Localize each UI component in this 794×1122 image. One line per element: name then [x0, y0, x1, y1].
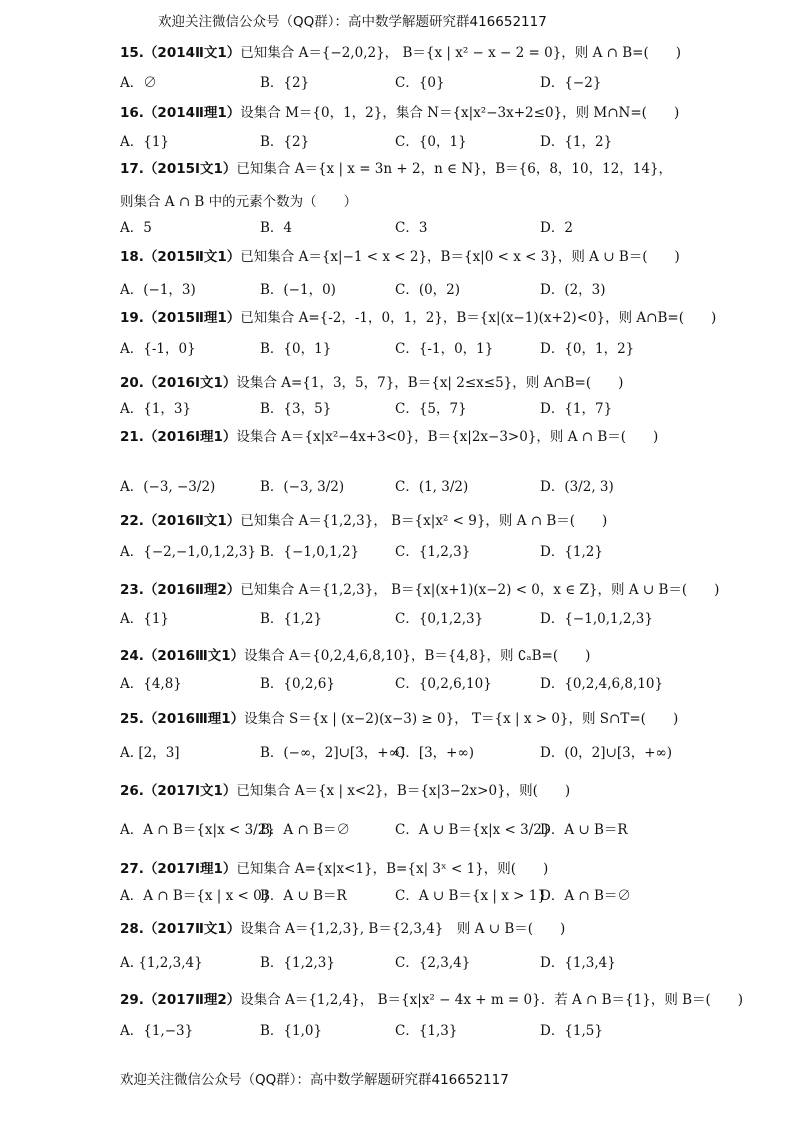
option-b: B．A ∩ B＝∅ [260, 822, 350, 838]
option-c: C．{0} [395, 75, 445, 91]
option-d: D．{1,5} [540, 1023, 603, 1039]
question-text: 已知集合 A＝{1,2,3}， B＝{x|x² < 9}，则 A ∩ B＝( ) [240, 513, 608, 529]
question-source: （2016Ⅱ文1） [143, 513, 241, 529]
option-d: D．{1,2} [540, 544, 603, 560]
option-d: D．(2，3) [540, 282, 606, 298]
option-b: B．(−3, 3/2) [260, 479, 345, 495]
option-b: B．{2} [260, 75, 310, 91]
question-text: 设集合 A＝{0,2,4,6,8,10}，B＝{4,8}，则 ∁ₐB=( ) [244, 648, 591, 664]
question-source: （2014Ⅱ理1） [143, 105, 241, 121]
question-source: （2017Ⅱ文1） [143, 921, 241, 937]
option-b: B．{1,2} [260, 611, 323, 627]
option-c: C．A ∪ B＝{x|x < 3/2} [395, 822, 551, 838]
option-d: D．A ∪ B＝R [540, 822, 628, 838]
options-row [120, 543, 720, 567]
options-row [120, 219, 720, 243]
question-source: （2015Ⅱ理1） [143, 310, 241, 326]
option-a: A．{1,−3} [120, 1023, 194, 1039]
question-stem [120, 920, 565, 938]
option-c: C．[3，+∞) [395, 745, 475, 761]
question-text: 已知集合 A＝{x|−1 < x < 2}，B＝{x|0 < x < 3}，则 A ∪ B＝( ) [240, 249, 680, 265]
option-c: C．(0，2) [395, 282, 461, 298]
question-number: 16. [120, 105, 144, 121]
question-stem [120, 104, 679, 122]
question-text: 设集合 A={1，3，5，7}，B＝{x| 2≤x≤5}，则 A∩B=( ) [236, 375, 624, 391]
option-c: C．A ∪ B＝{x | x > 1} [395, 888, 546, 904]
question-number: 15. [120, 45, 144, 61]
option-b: B．(−1，0) [260, 282, 336, 298]
option-b: B．(−∞，2]∪[3，+∞) [260, 745, 406, 761]
question-text: 设集合 A＝{1,2,4}， B＝{x|x² − 4x + m = 0}．若 A ∩ B＝{1}，则 B＝( ) [240, 992, 744, 1008]
question-source: （2016Ⅲ理1） [143, 711, 245, 727]
options-row [120, 675, 720, 699]
options-row [120, 744, 720, 768]
options-row [120, 340, 720, 364]
options-row [120, 133, 720, 157]
option-b: B．{2} [260, 134, 310, 150]
option-d: D．(3/2, 3) [540, 479, 614, 495]
question-text-continued: 则集合 A ∩ B 中的元素个数为（ ） [120, 194, 358, 210]
option-c: C．{1,3} [395, 1023, 458, 1039]
options-row [120, 281, 720, 305]
option-b: B．{1,0} [260, 1023, 323, 1039]
option-d: D．2 [540, 220, 573, 236]
question-number: 29. [120, 992, 144, 1008]
question-number: 26. [120, 783, 144, 799]
option-c: C．{1,2,3} [395, 544, 471, 560]
option-a: A．{−2,−1,0,1,2,3} [120, 544, 257, 560]
option-c: C．{0,1,2,3} [395, 611, 484, 627]
option-a: A．∅ [120, 75, 157, 91]
question-stem [120, 782, 570, 800]
option-b: B．{0,2,6} [260, 676, 335, 692]
option-a: A. [2，3] [120, 745, 180, 761]
option-a: A．{1} [120, 611, 170, 627]
options-row [120, 475, 720, 499]
question-stem [120, 374, 623, 392]
option-d: D．{1，2} [540, 134, 613, 150]
options-row [120, 400, 720, 424]
question-stem [120, 248, 680, 266]
option-d: D．{−2} [540, 75, 602, 91]
option-c: C．{0，1} [395, 134, 467, 150]
question-source: （2016Ⅲ文1） [143, 648, 245, 664]
question-number: 19. [120, 310, 144, 326]
option-c: C．{2,3,4} [395, 955, 471, 971]
option-a: A．{4,8} [120, 676, 182, 692]
question-text: 设集合 A＝{x|x²−4x+3<0}，B＝{x|2x−3>0}，则 A ∩ B＝( ) [236, 429, 659, 445]
question-text: 已知集合 A＝{−2,0,2}， B＝{x | x² − x − 2 = 0}，则 A ∩ B=( ) [240, 45, 681, 61]
option-d: D．{1，7} [540, 401, 613, 417]
option-a: A．A ∩ B＝{x|x < 3/2} [120, 822, 275, 838]
option-a: A．(−1，3) [120, 282, 196, 298]
question-text: 已知集合 A＝{x | x<2}，B＝{x|3−2x>0}，则( ) [236, 783, 571, 799]
question-text: 已知集合 A＝{1,2,3}， B＝{x|(x+1)(x−2) < 0，x ∈ Z}，则 A ∪ B＝( ) [240, 582, 720, 598]
option-a: A. {1,2,3,4} [120, 955, 203, 971]
question-stem [120, 309, 716, 327]
question-source: （2015Ⅱ文1） [143, 249, 241, 265]
question-number: 23. [120, 582, 144, 598]
question-stem [120, 581, 719, 599]
question-number: 28. [120, 921, 144, 937]
question-stem [120, 710, 678, 728]
option-a: A．{-1，0} [120, 341, 196, 357]
option-c: C．{5，7} [395, 401, 467, 417]
question-stem [120, 160, 672, 178]
question-source: （2016Ⅰ文1） [143, 375, 237, 391]
question-source: （2016Ⅱ理2） [143, 582, 241, 598]
question-stem [120, 647, 590, 665]
option-b: B．4 [260, 220, 293, 236]
question-stem [120, 512, 607, 530]
question-number: 17. [120, 161, 144, 177]
options-row [120, 74, 720, 98]
option-a: A．{1} [120, 134, 170, 150]
options-row [120, 1022, 720, 1046]
option-b: B．{0，1} [260, 341, 332, 357]
page-footer: 欢迎关注微信公众号（QQ群）：高中数学解题研究群416652117 [120, 1072, 509, 1088]
question-stem [120, 860, 548, 878]
question-source: （2015Ⅰ文1） [143, 161, 237, 177]
question-stem [120, 991, 743, 1009]
option-b: B．{1,2,3} [260, 955, 335, 971]
option-d: D．{0,2,4,6,8,10} [540, 676, 664, 692]
option-d: D．A ∩ B＝∅ [540, 888, 631, 904]
options-row [120, 954, 720, 978]
question-source: （2014Ⅱ文1） [143, 45, 241, 61]
question-text: 设集合 S＝{x | (x−2)(x−3) ≥ 0}， T＝{x | x > 0}，则 S∩T=( ) [244, 711, 679, 727]
options-row [120, 887, 720, 911]
question-source: （2017Ⅱ理2） [143, 992, 241, 1008]
question-source: （2017Ⅰ理1） [143, 861, 237, 877]
option-a: A．5 [120, 220, 152, 236]
question-source: （2017Ⅰ文1） [143, 783, 237, 799]
question-text: 设集合 M＝{0，1，2}，集合 N＝{x|x²−3x+2≤0}，则 M∩N=( ) [240, 105, 680, 121]
question-number: 20. [120, 375, 144, 391]
option-a: A．A ∩ B＝{x | x < 0} [120, 888, 271, 904]
question-number: 18. [120, 249, 144, 265]
question-number: 27. [120, 861, 144, 877]
question-source: （2016Ⅰ理1） [143, 429, 237, 445]
question-stem [120, 44, 681, 62]
option-d: D．{1,3,4} [540, 955, 616, 971]
option-a: A．{1，3} [120, 401, 192, 417]
option-c: C．{0,2,6,10} [395, 676, 492, 692]
option-b: B．{−1,0,1,2} [260, 544, 360, 560]
options-row [120, 610, 720, 634]
option-a: A．(−3, −3/2) [120, 479, 216, 495]
option-c: C．(1, 3/2) [395, 479, 469, 495]
option-c: C．3 [395, 220, 428, 236]
question-text: 已知集合 A＝{x | x = 3n + 2，n ∈ N}，B＝{6，8，10，12，14}， [236, 161, 673, 177]
option-b: B．A ∪ B＝R [260, 888, 347, 904]
option-d: D．{0，1，2} [540, 341, 635, 357]
question-stem [120, 428, 658, 446]
question-number: 25. [120, 711, 144, 727]
page-header: 欢迎关注微信公众号（QQ群）：高中数学解题研究群416652117 [158, 14, 547, 30]
options-row [120, 818, 720, 842]
option-d: D．(0，2]∪[3，+∞) [540, 745, 673, 761]
option-c: C．{-1，0，1} [395, 341, 494, 357]
question-text: 已知集合 A={-2，-1，0，1，2}，B＝{x|(x−1)(x+2)<0}，则 A∩B=( ) [240, 310, 717, 326]
question-number: 24. [120, 648, 144, 664]
question-number: 22. [120, 513, 144, 529]
question-text: 已知集合 A={x|x<1}，B={x| 3ˣ < 1}，则( ) [236, 861, 549, 877]
question-text: 设集合 A＝{1,2,3}, B＝{2,3,4} 则 A ∪ B＝( ) [240, 921, 566, 937]
question-number: 21. [120, 429, 144, 445]
option-d: D．{−1,0,1,2,3} [540, 611, 653, 627]
option-b: B．{3，5} [260, 401, 332, 417]
